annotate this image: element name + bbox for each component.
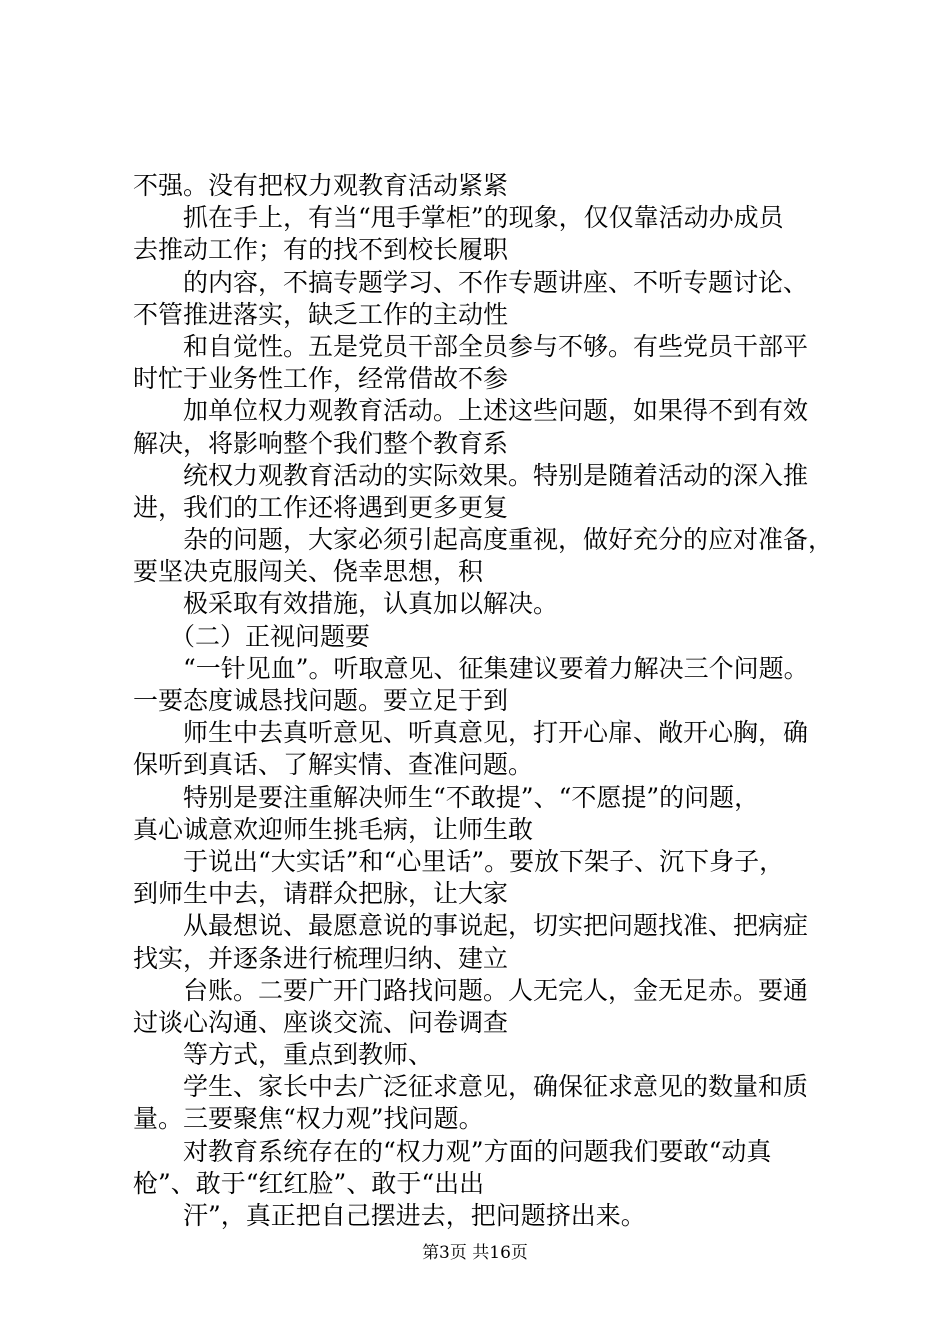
text-line: 师生中去真听意见、听真意见，打开心扉、敞开心胸，确 bbox=[183, 718, 809, 748]
text-line: 抓在手上，有当“甩手掌柜”的现象，仅仅靠活动办成员 bbox=[183, 203, 784, 233]
text-line: 一要态度诚恳找问题。要立足于到 bbox=[133, 686, 509, 715]
document-body bbox=[133, 170, 853, 1232]
text-line: 对教育系统存在的“权力观”方面的问题我们要敢“动真 bbox=[183, 1136, 772, 1166]
text-line: 去推动工作；有的找不到校长履职 bbox=[133, 235, 509, 265]
text-line: 等方式，重点到教师、 bbox=[183, 1040, 434, 1070]
text-line: 时忙于业务性工作，经常借故不参 bbox=[133, 364, 509, 394]
text-line: 不管推进落实，缺乏工作的主动性 bbox=[133, 299, 509, 329]
text-line: 找实，并逐条进行梳理归纳、建立 bbox=[133, 943, 509, 973]
text-line: 量。三要聚焦“权力观”找问题。 bbox=[133, 1104, 484, 1134]
text-line: 于说出“大实话”和“心里话”。要放下架子、沉下身子， bbox=[183, 846, 785, 876]
text-line: 学生、家长中去广泛征求意见，确保征求意见的数量和质 bbox=[183, 1072, 809, 1102]
text-line: 杂的问题，大家必须引起高度重视，做好充分的应对准备， bbox=[183, 525, 834, 555]
text-line: 要坚决克服闯关、侥幸思想，积 bbox=[133, 557, 484, 587]
text-line: 的内容，不搞专题学习、不作专题讲座、不听专题讨论、 bbox=[183, 267, 809, 297]
page-number-footer: 第3页 共16页 bbox=[422, 1243, 528, 1263]
text-line: 到师生中去，请群众把脉，让大家 bbox=[133, 879, 509, 909]
text-line: 汗”，真正把自己摆进去，把问题挤出来。 bbox=[183, 1201, 646, 1230]
text-line: 进，我们的工作还将遇到更多更复 bbox=[133, 492, 509, 522]
text-line: 和自觉性。五是党员干部全员参与不够。有些党员干部平 bbox=[183, 331, 809, 361]
text-line: 加单位权力观教育活动。上述这些问题，如果得不到有效 bbox=[183, 396, 809, 426]
text-line: 特别是要注重解决师生“不敢提”、“不愿提”的问题， bbox=[183, 782, 760, 812]
text-line: 真心诚意欢迎师生挑毛病，让师生敢 bbox=[133, 814, 534, 844]
text-line: “一针见血”。听取意见、征集建议要着力解决三个问题。 bbox=[183, 653, 809, 683]
text-line: 枪”、敢于“红红脸”、敢于“出出 bbox=[133, 1168, 485, 1198]
text-line: 统权力观教育活动的实际效果。特别是随着活动的深入推 bbox=[183, 460, 809, 490]
section-heading: （二）正视问题要 bbox=[170, 621, 371, 651]
text-line: 从最想说、最愿意说的事说起，切实把问题找准、把病症 bbox=[183, 911, 809, 941]
text-line: 保听到真话、了解实情、查准问题。 bbox=[133, 750, 534, 780]
text-line: 极采取有效措施，认真加以解决。 bbox=[183, 589, 559, 619]
text-line: 不强。没有把权力观教育活动紧紧 bbox=[133, 171, 509, 200]
text-line: 台账。二要广开门路找问题。人无完人，金无足赤。要通 bbox=[183, 975, 809, 1005]
text-line: 过谈心沟通、座谈交流、问卷调查 bbox=[133, 1007, 509, 1037]
text-line: 解决，将影响整个我们整个教育系 bbox=[133, 428, 509, 458]
